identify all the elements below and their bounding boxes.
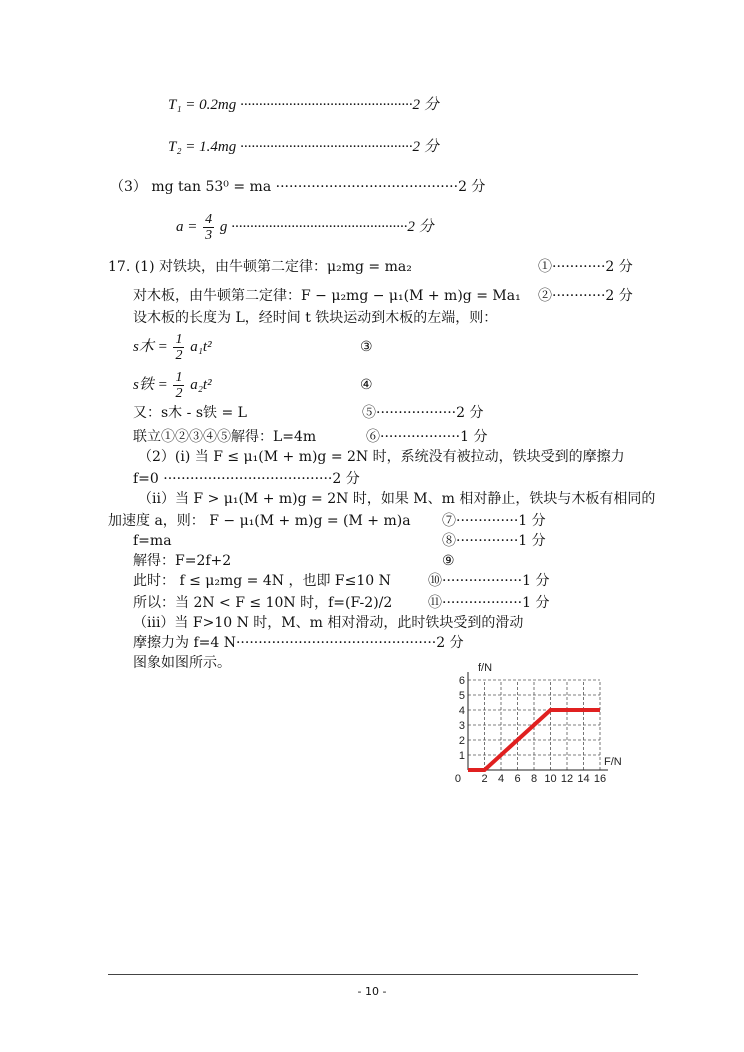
moca-line: 摩擦力为 f=4 N·············································2 分 [133, 635, 464, 651]
s-wood-rest: a₁t² [190, 339, 212, 355]
fraction-denominator: 3 [205, 228, 213, 244]
x-tick-label: 14 [577, 773, 590, 785]
s-iron-mark: ④ [360, 377, 373, 393]
half-fraction [173, 332, 184, 363]
s-iron-lhs: s铁 = [133, 377, 168, 393]
suoyi-mark: ⑪··················1 分 [428, 595, 550, 611]
s-wood-line [133, 330, 212, 364]
again-mark: ⑤··················2 分 [362, 405, 484, 421]
s-wood-mark: ③ [360, 339, 373, 355]
x-tick-label: 8 [530, 773, 538, 785]
f-vs-F-chart [452, 662, 624, 790]
accel-line: 加速度 a，则： F − μ₁(M + m)g = (M + m)a [108, 513, 411, 529]
solve-mark: ⑥··················1 分 [366, 429, 488, 445]
a-result-line [176, 210, 434, 244]
fraction-denominator: 2 [175, 386, 183, 402]
half-fraction [173, 370, 184, 401]
y-tick-label: 2 [458, 735, 465, 747]
f0-line: f=0 ······································2 分 [133, 471, 360, 487]
y-tick-label: 1 [458, 750, 465, 762]
x-tick-label: 0 [454, 773, 461, 785]
x-tick-label: 12 [560, 773, 574, 785]
footer-divider [108, 974, 638, 975]
board-mark: ②············2 分 [538, 288, 633, 304]
t1-line: T₁ = 0.2mg ··············································2 分 [168, 97, 439, 113]
y-tick-label: 6 [458, 675, 465, 687]
fraction-denominator: 2 [175, 348, 183, 364]
t2-line: T₂ = 1.4mg ··············································2 分 [168, 139, 439, 155]
a-rest: g ···············································2 分 [219, 219, 434, 235]
s-iron-line [133, 368, 212, 402]
q17-mark: ①············2 分 [538, 259, 633, 275]
cishi-mark: ⑩··················1 分 [428, 573, 550, 589]
fraction-numerator: 1 [175, 332, 183, 348]
x-axis-label: F/N [604, 756, 622, 768]
fma-line: f=ma [133, 533, 172, 549]
fma-mark: ⑧··············1 分 [442, 533, 546, 549]
page-number: - 10 - [357, 985, 387, 998]
solve-line: 联立①②③④⑤解得：L=4m [133, 429, 317, 445]
set-length-line: 设木板的长度为 L，经时间 t 铁块运动到木板的左端，则： [133, 310, 498, 326]
part2i-line: （2）(i) 当 F ≤ μ₁(M + m)g = 2N 时，系统没有被拉动，铁块受到的摩擦力 [138, 449, 625, 465]
y-tick-label: 4 [458, 705, 465, 717]
x-tick-label: 2 [481, 773, 488, 785]
x-tick-label: 10 [544, 773, 557, 785]
q17-line: 17. (1) 对铁块，由牛顿第二定律：μ₂mg = ma₂ [108, 259, 412, 275]
again-line: 又：s木 - s铁 = L [133, 405, 247, 421]
y-tick-label: 3 [458, 720, 465, 732]
s-iron-rest: a₂t² [190, 377, 212, 393]
part3-line: （3） mg tan 53⁰ = ma ·········································2 分 [110, 179, 486, 195]
jie-mark: ⑨ [442, 553, 455, 569]
s-wood-lhs: s木 = [133, 339, 168, 355]
a-fraction [203, 212, 214, 243]
accel-mark: ⑦··············1 分 [442, 513, 546, 529]
part2iii-line: （iii）当 F>10 N 时，M、m 相对滑动，此时铁块受到的滑动 [133, 615, 524, 631]
x-tick-label: 6 [514, 773, 521, 785]
part2ii-line: （ii）当 F > μ₁(M + m)g = 2N 时，如果 M、m 相对静止，铁块与木板有相同的 [138, 491, 656, 507]
suoyi-line: 所以：当 2N < F ≤ 10N 时，f=(F-2)/2 [133, 595, 393, 611]
x-tick-label: 4 [497, 773, 505, 785]
tuxiang-line: 图象如图所示。 [133, 655, 231, 671]
board-line: 对木板，由牛顿第二定律：F − μ₂mg − μ₁(M + m)g = Ma₁ [133, 288, 521, 304]
fraction-numerator: 1 [175, 370, 183, 386]
x-tick-label: 16 [593, 773, 607, 785]
y-axis-label: f/N [478, 662, 493, 674]
y-tick-label: 5 [458, 690, 465, 702]
a-lhs: a = [176, 219, 198, 235]
fraction-numerator: 4 [205, 212, 213, 228]
jie-line: 解得：F=2f+2 [133, 553, 232, 569]
cishi-line: 此时： f ≤ μ₂mg = 4N ，也即 F≤10 N [133, 573, 391, 589]
